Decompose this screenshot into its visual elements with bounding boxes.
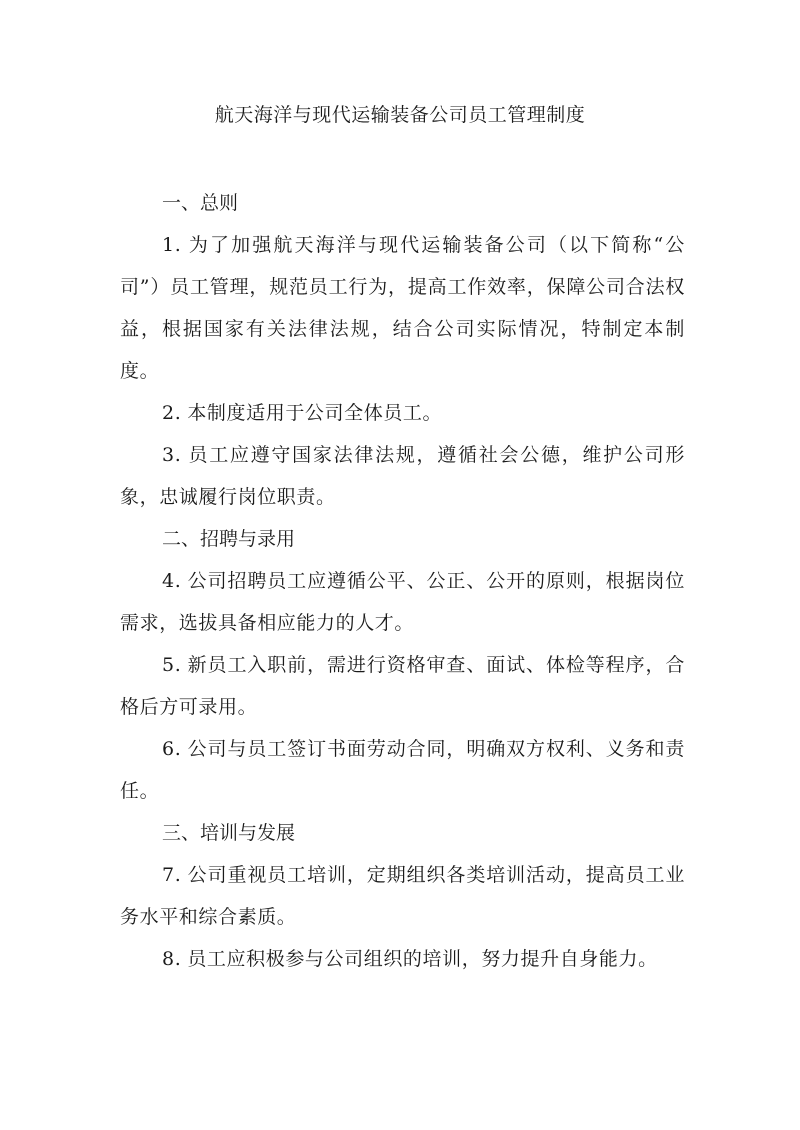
article-number: 6. bbox=[162, 738, 182, 760]
article-paragraph bbox=[120, 224, 685, 392]
article-paragraph bbox=[120, 434, 685, 518]
article-text: 本制度适用于公司全体员工。 bbox=[187, 402, 443, 424]
article-paragraph bbox=[120, 644, 685, 728]
article-text: 为了加强航天海洋与现代运输装备公司（以下简称“公司”）员工管理，规范员工行为，提高工作效率，保障公司合法权益，根据国家有关法律法规，结合公司实际情况，特制定本制度。 bbox=[120, 234, 685, 382]
article-number: 4. bbox=[162, 570, 182, 592]
article-text: 员工应遵守国家法律法规，遵循社会公德，维护公司形象，忠诚履行岗位职责。 bbox=[120, 444, 685, 508]
article-number: 5. bbox=[162, 654, 182, 676]
article-number: 2. bbox=[162, 402, 182, 424]
article-text: 公司重视员工培训，定期组织各类培训活动，提高员工业务水平和综合素质。 bbox=[120, 864, 685, 928]
section-heading: 一、总则 bbox=[162, 192, 239, 214]
article-number: 8. bbox=[162, 948, 182, 970]
article-paragraph bbox=[120, 560, 685, 644]
article-paragraph bbox=[120, 938, 685, 980]
section-heading: 三、培训与发展 bbox=[162, 822, 296, 844]
article-number: 1. bbox=[162, 234, 182, 256]
article-text: 新员工入职前，需进行资格审查、面试、体检等程序，合格后方可录用。 bbox=[120, 654, 685, 718]
article-text: 公司招聘员工应遵循公平、公正、公开的原则，根据岗位需求，选拔具备相应能力的人才。 bbox=[120, 570, 685, 634]
article-text: 员工应积极参与公司组织的培训，努力提升自身能力。 bbox=[187, 948, 658, 970]
section-heading: 二、招聘与录用 bbox=[162, 528, 296, 550]
article-number: 7. bbox=[162, 864, 182, 886]
article-paragraph bbox=[120, 854, 685, 938]
article-paragraph bbox=[120, 392, 685, 434]
document-body bbox=[120, 182, 685, 980]
document-title: 航天海洋与现代运输装备公司员工管理制度 bbox=[214, 104, 586, 126]
article-number: 3. bbox=[162, 444, 182, 466]
article-paragraph bbox=[120, 728, 685, 812]
article-text: 公司与员工签订书面劳动合同，明确双方权利、义务和责任。 bbox=[120, 738, 685, 802]
